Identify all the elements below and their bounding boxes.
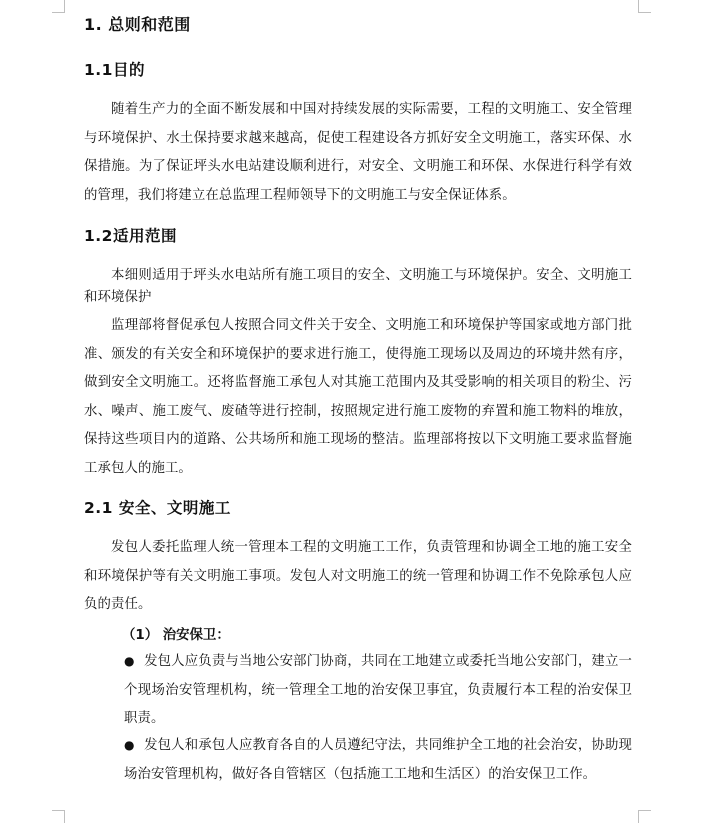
heading-section-1-2: 1.2适用范围: [84, 227, 177, 245]
crop-mark-top-right: [638, 0, 651, 13]
heading-section-1-1: 1.1目的: [84, 61, 145, 79]
bullet-text: 发包人应负责与当地公安部门协商，共同在工地建立或委托当地公安部门，建立一个现场治安管理机构，统一管理全工地的治安保卫事宜，负责履行本工程的治安保卫职责。: [124, 654, 632, 726]
crop-mark-bottom-right: [638, 810, 651, 823]
list-item: [124, 731, 632, 789]
bullet-text: 发包人和承包人应教育各自的人员遵纪守法，共同维护全工地的社会治安，协助现场治安管理机构，做好各自管辖区（包括施工工地和生活区）的治安保卫工作。: [124, 738, 632, 782]
paragraph-scope-intro: 本细则适用于坪头水电站所有施工项目的安全、文明施工与环境保护。安全、文明施工和环境保护: [84, 268, 632, 305]
crop-mark-top-left: [52, 0, 65, 13]
bullet-icon: ●: [124, 738, 135, 752]
paragraph-scope-detail: 监理部将督促承包人按照合同文件关于安全、文明施工和环境保护等国家或地方部门批准、颁发的有关安全和环境保护的要求进行施工，使得施工现场以及周边的环境井然有序，做到安全文明施工。还将监督施工承包人对其施工范围内及其受影响的相关项目的粉尘、污水、噪声、施工废气、废碴等进行控制，按照规定进行施工废物的弃置和施工物料的堆放，保持这些项目内的道路、公共场所和施工现场的整洁。监理部将按以下文明施工要求监督施工承包人的施工。: [84, 318, 632, 476]
bullet-icon: ●: [124, 654, 135, 668]
paragraph-civilized-construction: 发包人委托监理人统一管理本工程的文明施工工作，负责管理和协调全工地的施工安全和环境保护等有关文明施工事项。发包人对文明施工的统一管理和协调工作不免除承包人应负的责任。: [84, 540, 632, 612]
list-item: [124, 647, 632, 734]
heading-section-1: 1. 总则和范围: [84, 15, 191, 34]
heading-section-2-1: 2.1 安全、文明施工: [84, 499, 231, 517]
subheading-security: （1） 治安保卫：: [122, 628, 230, 643]
paragraph-purpose: 随着生产力的全面不断发展和中国对持续发展的实际需要，工程的文明施工、安全管理与环境保护、水土保持要求越来越高，促使工程建设各方抓好安全文明施工，落实环保、水保措施。为了保证坪头水电站建设顺利进行，对安全、文明施工和环保、水保进行科学有效的管理，我们将建立在总监理工程师领导下的文明施工与安全保证体系。: [84, 102, 632, 203]
crop-mark-bottom-left: [52, 810, 65, 823]
